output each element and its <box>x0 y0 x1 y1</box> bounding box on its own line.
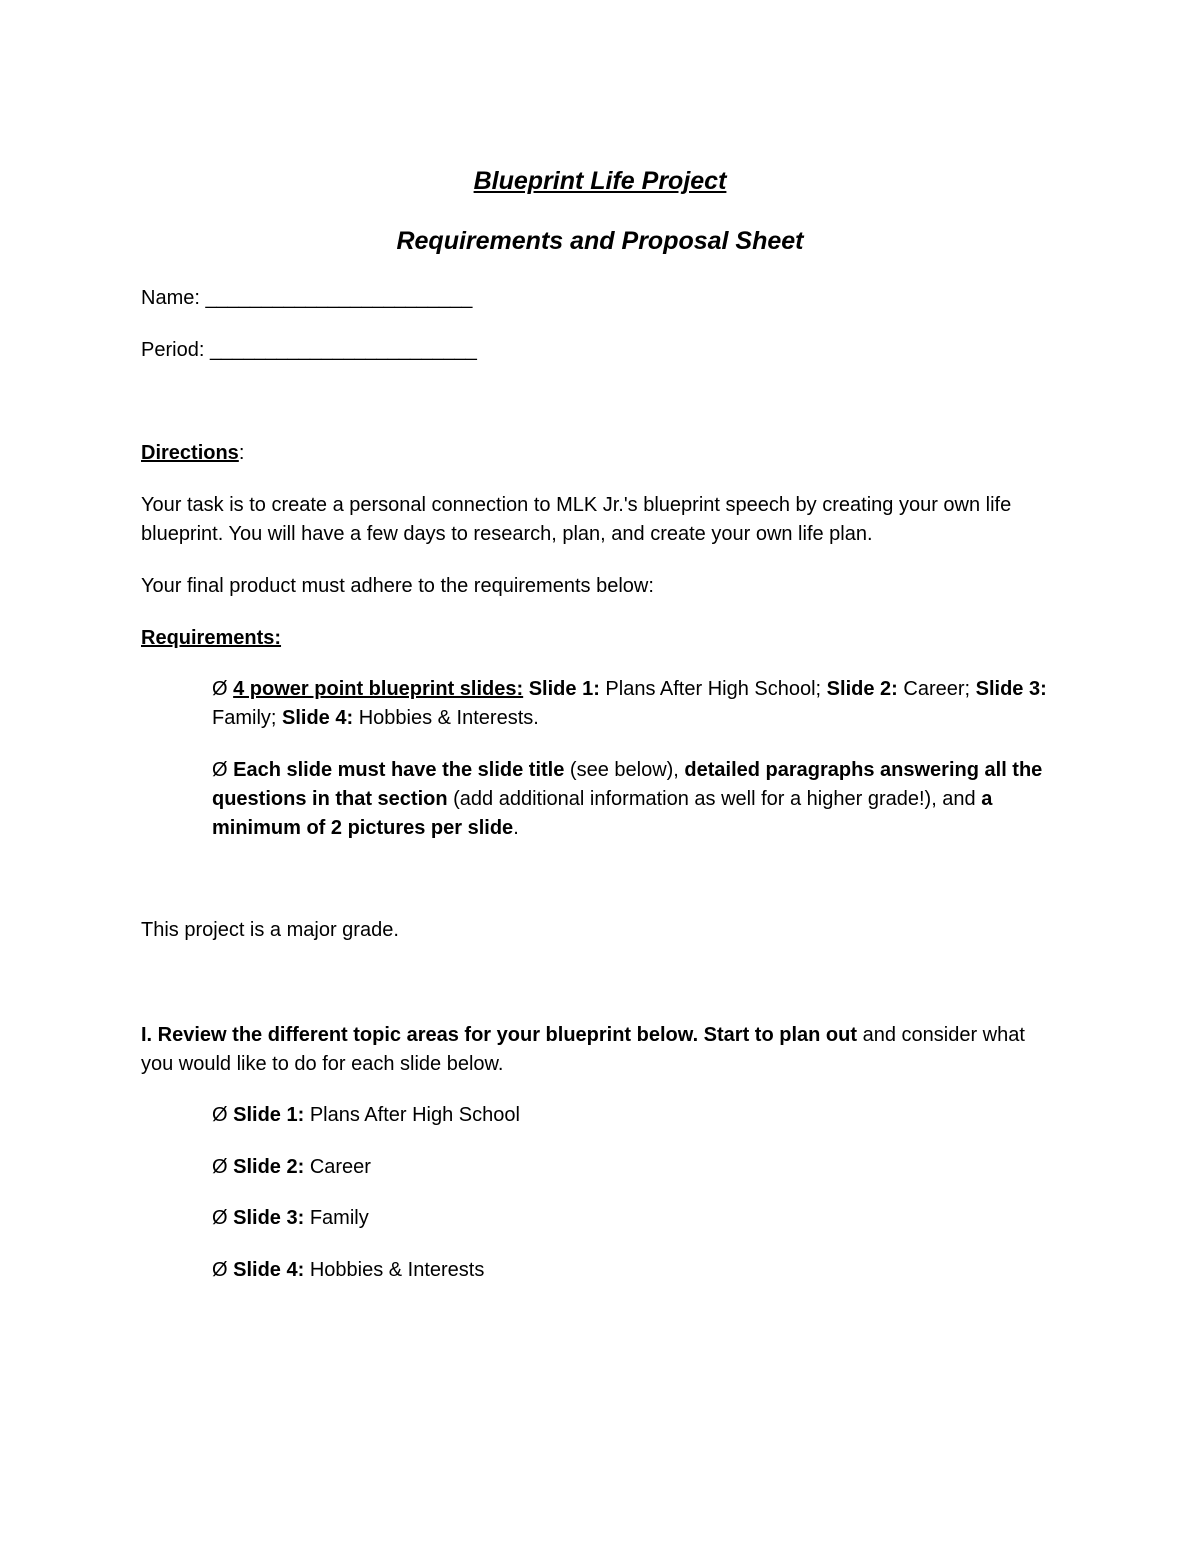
directions-heading-text: Directions <box>141 442 239 464</box>
period-field <box>141 336 1061 365</box>
section-one-text: and consider what you would like to do for each slide below. <box>141 1024 1025 1075</box>
requirement-2-bold-3: a minimum of 2 pictures per slide <box>212 788 993 839</box>
slide-list-item <box>212 1101 1052 1130</box>
document-title: Blueprint Life Project <box>473 167 727 195</box>
slide-text: Plans After High School <box>309 1104 520 1126</box>
requirements-heading <box>141 624 1061 653</box>
bullet-icon: Ø <box>212 1156 228 1178</box>
slide-label: Slide 1: <box>233 1104 305 1126</box>
bullet-icon: Ø <box>212 1104 228 1126</box>
requirement-2-text-3: . <box>513 817 519 839</box>
slide-label: Slide 4: <box>233 1259 305 1281</box>
name-blank: ________________________ <box>205 287 473 309</box>
directions-paragraph-1: Your task is to create a personal connection to MLK Jr.'s blueprint speech by creating your own life blueprint. You will have a few days to research, plan, and create your own life plan. <box>141 494 1012 545</box>
directions-heading <box>141 439 1061 468</box>
slide-label: Slide 3: <box>233 1207 305 1229</box>
name-field <box>141 284 1061 313</box>
period-blank: ________________________ <box>209 339 477 361</box>
directions-paragraph-2: Your final product must adhere to the requirements below: <box>141 575 654 597</box>
req-slide-3-text: Family; <box>212 707 277 729</box>
bullet-icon: Ø <box>212 1259 228 1281</box>
requirement-2-bold-1: Each slide must have the slide title <box>233 759 565 781</box>
req-slide-1-text: Plans After High School; <box>605 678 822 700</box>
slide-list-item <box>212 1153 1052 1182</box>
bullet-icon: Ø <box>212 759 228 781</box>
slide-label: Slide 2: <box>233 1156 305 1178</box>
requirement-2-text-1: (see below), <box>569 759 679 781</box>
section-one-bold: I. Review the different topic areas for your blueprint below. Start to plan out <box>141 1024 858 1046</box>
bullet-icon: Ø <box>212 1207 228 1229</box>
req-slide-2-label: Slide 2: <box>826 678 898 700</box>
period-label: Period: <box>141 339 205 361</box>
section-one-intro <box>141 1021 1061 1079</box>
slide-text: Family <box>309 1207 369 1229</box>
slide-list-item <box>212 1204 1052 1233</box>
requirement-item-2 <box>212 756 1052 843</box>
bullet-icon: Ø <box>212 678 228 700</box>
req-slide-3-label: Slide 3: <box>975 678 1047 700</box>
slide-text: Hobbies & Interests <box>309 1259 485 1281</box>
slide-list-item <box>212 1256 1052 1285</box>
req-slide-2-text: Career; <box>903 678 971 700</box>
requirement-1-lead: 4 power point blueprint slides: <box>233 678 524 700</box>
name-label: Name: <box>141 287 200 309</box>
directions-colon: : <box>238 442 245 464</box>
requirements-heading-text: Requirements: <box>141 627 282 649</box>
slide-text: Career <box>309 1156 371 1178</box>
requirement-2-text-2: (add additional information as well for a higher grade!), and <box>453 788 976 810</box>
req-slide-4-label: Slide 4: <box>282 707 354 729</box>
document-subtitle: Requirements and Proposal Sheet <box>396 227 804 255</box>
req-slide-1-label: Slide 1: <box>528 678 600 700</box>
major-grade-note: This project is a major grade. <box>141 919 399 941</box>
req-slide-4-text: Hobbies & Interests. <box>358 707 539 729</box>
requirement-2-bold-2: detailed paragraphs answering all the questions in that section <box>212 759 1043 810</box>
requirement-item-1 <box>212 675 1052 733</box>
